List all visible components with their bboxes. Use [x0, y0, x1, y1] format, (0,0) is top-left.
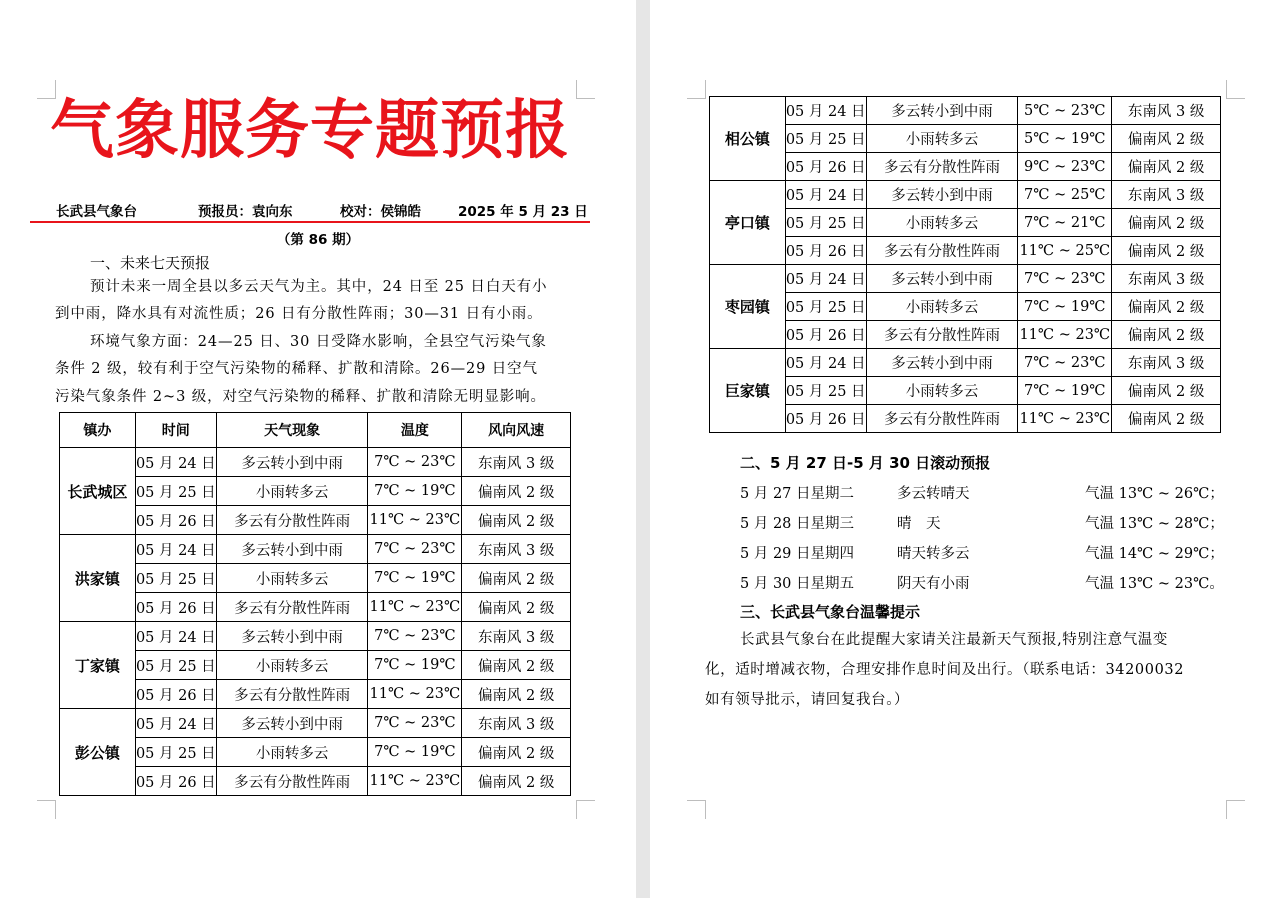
weather-cell: 多云转小到中雨 [866, 181, 1018, 209]
margin-corner-mark [687, 80, 706, 99]
date-cell: 05 月 24 日 [785, 97, 866, 125]
weather-cell: 多云转小到中雨 [866, 265, 1018, 293]
date-cell: 05 月 24 日 [785, 349, 866, 377]
temp-cell: 11℃ ~ 23℃ [368, 506, 462, 535]
temp-cell: 7℃ ~ 19℃ [1018, 377, 1112, 405]
date-cell: 05 月 24 日 [135, 448, 216, 477]
temp-cell: 7℃ ~ 21℃ [1018, 209, 1112, 237]
wind-cell: 偏南风 2 级 [1112, 321, 1221, 349]
wind-cell: 偏南风 2 级 [462, 767, 571, 796]
temp-cell: 7℃ ~ 23℃ [368, 448, 462, 477]
date-cell: 05 月 25 日 [785, 125, 866, 153]
temp-cell: 11℃ ~ 23℃ [1018, 321, 1112, 349]
date-cell: 05 月 25 日 [135, 738, 216, 767]
wind-cell: 偏南风 2 级 [1112, 153, 1221, 181]
town-name-cell: 枣园镇 [710, 265, 786, 349]
town-name-cell: 洪家镇 [60, 535, 136, 622]
rolling-weather: 多云转晴天 [897, 486, 970, 502]
town-name-cell: 丁家镇 [60, 622, 136, 709]
temp-cell: 5℃ ~ 23℃ [1018, 97, 1112, 125]
wind-cell: 偏南风 2 级 [462, 564, 571, 593]
temp-cell: 7℃ ~ 25℃ [1018, 181, 1112, 209]
temp-cell: 11℃ ~ 23℃ [368, 767, 462, 796]
wind-cell: 偏南风 2 级 [462, 680, 571, 709]
weather-cell: 多云转小到中雨 [216, 535, 368, 564]
wind-cell: 偏南风 2 级 [462, 593, 571, 622]
weather-cell: 多云有分散性阵雨 [216, 593, 368, 622]
date-cell: 05 月 26 日 [785, 321, 866, 349]
table-row [710, 321, 1221, 349]
weather-cell: 多云有分散性阵雨 [866, 405, 1018, 433]
temp-cell: 11℃ ~ 25℃ [1018, 237, 1112, 265]
weather-cell: 多云转小到中雨 [216, 622, 368, 651]
table-row [710, 237, 1221, 265]
table-body [60, 448, 571, 796]
date-cell: 05 月 25 日 [135, 477, 216, 506]
temp-cell: 11℃ ~ 23℃ [1018, 405, 1112, 433]
table-row [60, 564, 571, 593]
weather-cell: 多云转小到中雨 [216, 448, 368, 477]
date-cell: 05 月 24 日 [135, 622, 216, 651]
wind-cell: 偏南风 2 级 [462, 506, 571, 535]
table-row [60, 651, 571, 680]
table-row [710, 377, 1221, 405]
paragraph-line: 条件 2 级，较有利于空气污染物的稀释、扩散和清除。26—29 日空气 [55, 361, 538, 377]
weather-cell: 小雨转多云 [216, 738, 368, 767]
weather-cell: 小雨转多云 [866, 209, 1018, 237]
wind-cell: 偏南风 2 级 [1112, 405, 1221, 433]
date-cell: 05 月 26 日 [135, 506, 216, 535]
temp-cell: 7℃ ~ 19℃ [1018, 293, 1112, 321]
rolling-weather: 阴天有小雨 [897, 576, 970, 592]
temp-cell: 7℃ ~ 19℃ [368, 738, 462, 767]
wind-cell: 偏南风 2 级 [1112, 237, 1221, 265]
temp-cell: 11℃ ~ 23℃ [368, 593, 462, 622]
weather-cell: 小雨转多云 [216, 651, 368, 680]
table-header-row [60, 413, 571, 448]
date-cell: 05 月 26 日 [135, 593, 216, 622]
temp-cell: 7℃ ~ 23℃ [1018, 265, 1112, 293]
margin-corner-mark [576, 800, 595, 819]
weather-cell: 多云有分散性阵雨 [216, 506, 368, 535]
paragraph-line: 预计未来一周全县以多云天气为主。其中，24 日至 25 日白天有小 [90, 279, 548, 295]
temp-cell: 7℃ ~ 23℃ [368, 622, 462, 651]
weather-cell: 小雨转多云 [216, 564, 368, 593]
margin-corner-mark [1226, 80, 1245, 99]
paragraph-line: 到中雨，降水具有对流性质；26 日有分散性阵雨；30—31 日有小雨。 [55, 306, 543, 322]
section2-heading: 二、5 月 27 日-5 月 30 日滚动预报 [740, 454, 991, 472]
wind-cell: 东南风 3 级 [462, 535, 571, 564]
rolling-temp: 气温 13℃ ~ 26℃； [1085, 486, 1224, 502]
issue-number: （第 86 期） [276, 232, 360, 248]
rolling-temp: 气温 13℃ ~ 28℃； [1085, 516, 1224, 532]
rolling-date: 5 月 29 日星期四 [740, 546, 855, 562]
date-cell: 05 月 24 日 [785, 265, 866, 293]
temp-cell: 11℃ ~ 23℃ [368, 680, 462, 709]
town-name-cell: 彭公镇 [60, 709, 136, 796]
weather-cell: 多云转小到中雨 [216, 709, 368, 738]
report-title: 气象服务专题预报 [50, 93, 570, 168]
date-cell: 05 月 24 日 [135, 535, 216, 564]
paragraph-line: 污染气象条件 2~3 级，对空气污染物的稀释、扩散和清除无明显影响。 [55, 389, 546, 405]
table-row [60, 593, 571, 622]
wind-cell: 偏南风 2 级 [1112, 209, 1221, 237]
date-cell: 05 月 26 日 [785, 237, 866, 265]
header-date: 时间 [135, 413, 216, 448]
weather-cell: 多云有分散性阵雨 [216, 680, 368, 709]
header-wind: 风向风速 [462, 413, 571, 448]
date-cell: 05 月 25 日 [135, 564, 216, 593]
table-row [710, 153, 1221, 181]
rolling-weather: 晴天转多云 [897, 546, 970, 562]
town-name-cell: 相公镇 [710, 97, 786, 181]
issue-date: 2025 年 5 月 23 日 [458, 204, 588, 220]
temp-cell: 7℃ ~ 23℃ [1018, 349, 1112, 377]
header-weather: 天气现象 [216, 413, 368, 448]
org-name: 长武县气象台 [56, 204, 137, 220]
rolling-date: 5 月 30 日星期五 [740, 576, 855, 592]
wind-cell: 东南风 3 级 [1112, 349, 1221, 377]
forecaster: 预报员：袁向东 [198, 204, 293, 220]
date-cell: 05 月 24 日 [135, 709, 216, 738]
date-cell: 05 月 25 日 [785, 209, 866, 237]
forecast-table-left [59, 412, 571, 796]
table-row [60, 477, 571, 506]
weather-cell: 小雨转多云 [866, 293, 1018, 321]
temp-cell: 7℃ ~ 23℃ [368, 709, 462, 738]
wind-cell: 偏南风 2 级 [1112, 125, 1221, 153]
tips-line: 如有领导批示，请回复我台。） [705, 692, 910, 708]
weather-cell: 多云转小到中雨 [866, 349, 1018, 377]
table-row [60, 709, 571, 738]
date-cell: 05 月 24 日 [785, 181, 866, 209]
wind-cell: 偏南风 2 级 [1112, 293, 1221, 321]
wind-cell: 东南风 3 级 [462, 622, 571, 651]
date-cell: 05 月 25 日 [785, 293, 866, 321]
date-cell: 05 月 26 日 [135, 767, 216, 796]
table-row [60, 506, 571, 535]
table-row [710, 209, 1221, 237]
wind-cell: 东南风 3 级 [462, 448, 571, 477]
table-row [710, 293, 1221, 321]
rolling-temp: 气温 13℃ ~ 23℃。 [1085, 576, 1224, 592]
date-cell: 05 月 26 日 [135, 680, 216, 709]
rolling-temp: 气温 14℃ ~ 29℃； [1085, 546, 1224, 562]
table-row [710, 125, 1221, 153]
town-name-cell: 长武城区 [60, 448, 136, 535]
town-name-cell: 亭口镇 [710, 181, 786, 265]
table-row [710, 349, 1221, 377]
tips-line: 长武县气象台在此提醒大家请关注最新天气预报,特别注意气温变 [740, 632, 1169, 648]
weather-cell: 小雨转多云 [866, 125, 1018, 153]
margin-corner-mark [37, 800, 56, 819]
date-cell: 05 月 26 日 [785, 405, 866, 433]
weather-cell: 多云转小到中雨 [866, 97, 1018, 125]
temp-cell: 9℃ ~ 23℃ [1018, 153, 1112, 181]
weather-cell: 多云有分散性阵雨 [866, 321, 1018, 349]
table-row [710, 405, 1221, 433]
temp-cell: 7℃ ~ 19℃ [368, 477, 462, 506]
table-row [710, 181, 1221, 209]
weather-cell: 小雨转多云 [216, 477, 368, 506]
margin-corner-mark [687, 800, 706, 819]
table-body [710, 97, 1221, 433]
wind-cell: 偏南风 2 级 [462, 651, 571, 680]
table-row [60, 448, 571, 477]
temp-cell: 5℃ ~ 19℃ [1018, 125, 1112, 153]
rolling-weather: 晴 天 [897, 516, 941, 532]
wind-cell: 东南风 3 级 [1112, 97, 1221, 125]
header-temp: 温度 [368, 413, 462, 448]
wind-cell: 偏南风 2 级 [462, 738, 571, 767]
section1-heading: 一、未来七天预报 [90, 254, 211, 272]
forecast-table-right [709, 96, 1221, 433]
rolling-date: 5 月 27 日星期二 [740, 486, 855, 502]
table-row [710, 97, 1221, 125]
table-row [710, 265, 1221, 293]
wind-cell: 偏南风 2 级 [1112, 377, 1221, 405]
table-row [60, 767, 571, 796]
table-row [60, 535, 571, 564]
paragraph-line: 环境气象方面：24—25 日、30 日受降水影响，全县空气污染气象 [90, 334, 547, 350]
wind-cell: 东南风 3 级 [1112, 181, 1221, 209]
temp-cell: 7℃ ~ 19℃ [368, 564, 462, 593]
wind-cell: 东南风 3 级 [1112, 265, 1221, 293]
wind-cell: 东南风 3 级 [462, 709, 571, 738]
date-cell: 05 月 26 日 [785, 153, 866, 181]
header-divider [30, 221, 590, 223]
table-row [60, 622, 571, 651]
header-town: 镇办 [60, 413, 136, 448]
table-row [60, 738, 571, 767]
rolling-date: 5 月 28 日星期三 [740, 516, 855, 532]
temp-cell: 7℃ ~ 23℃ [368, 535, 462, 564]
wind-cell: 偏南风 2 级 [462, 477, 571, 506]
date-cell: 05 月 25 日 [785, 377, 866, 405]
tips-line: 化，适时增减衣物，合理安排作息时间及出行。（联系电话：34200032 [705, 662, 1185, 678]
weather-cell: 多云有分散性阵雨 [866, 153, 1018, 181]
town-name-cell: 巨家镇 [710, 349, 786, 433]
date-cell: 05 月 25 日 [135, 651, 216, 680]
proofreader: 校对：侯锦皓 [340, 204, 421, 220]
weather-cell: 多云有分散性阵雨 [866, 237, 1018, 265]
section3-heading: 三、长武县气象台温馨提示 [740, 603, 921, 621]
table-row [60, 680, 571, 709]
weather-cell: 小雨转多云 [866, 377, 1018, 405]
margin-corner-mark [1226, 800, 1245, 819]
weather-cell: 多云有分散性阵雨 [216, 767, 368, 796]
temp-cell: 7℃ ~ 19℃ [368, 651, 462, 680]
